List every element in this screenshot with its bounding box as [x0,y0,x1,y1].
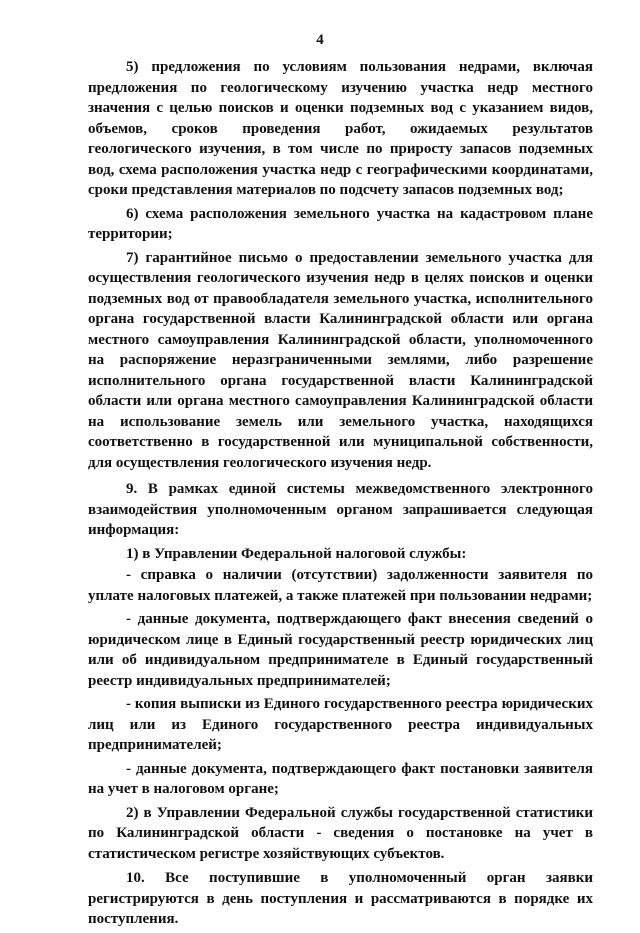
document-body [88,57,593,933]
paragraph-tax-service: 1) в Управлении Федеральной налоговой службы: [126,545,467,562]
paragraph-item-7: 7) гарантийное письмо о предоставлении земельного участка для осуществления геологического изучения недр в целях поисков и оценки подземных вод от правообладателя земельного участка, исполнительного органа государственной власти Калининградской области или органа местного самоуправления Калининградской области, уполномоченного на распоряжение неразграниченными землями, либо разрешение исполнительного органа государственной власти Калининградской области или органа местного самоуправления Калининградской области на использование земель или земельного участка, находящихся соответственно в государственной или муниципальной собственности, для осуществления геологического изучения недр. [88,249,593,471]
paragraph-registry-data: - данные документа, подтверждающего факт внесения сведений о юридическом лице в Единый государственный реестр юридических лиц или об индивидуальном предпринимателе в Единый государственный реестр индивидуальных предпринимателей; [88,611,593,689]
paragraph-tax-registration: - данные документа, подтверждающего факт постановки заявителя на учет в налоговом органе; [88,760,593,797]
paragraph-section-10: 10. Все поступившие в уполномоченный орган заявки регистрируются в день поступления и рассматриваются в порядке их поступления. [88,870,593,927]
paragraph-statistics-service: 2) в Управлении Федеральной службы государственной статистики по Калининградской области - сведения о постановке на учет в статистическом регистре хозяйствующих субъектов. [88,804,593,862]
paragraph-item-6: 6) схема расположения земельного участка на кадастровом плане территории; [88,205,593,242]
paragraph-item-5: 5) предложения по условиям пользования недрами, включая предложения по геологическому изучению участка недр местного значения с целью поисков и оценки подземных вод с указанием видов, объемов, сроков проведения работ, ожидаемых результатов геологического изучения, в том числе по приросту запасов подземных вод, схема расположения участка недр с географическими координатами, сроки представления материалов по подсчету запасов подземных вод; [88,59,593,198]
paragraph-debt-certificate: - справка о наличии (отсутствии) задолженности заявителя по уплате налоговых платежей, а также платежей при пользовании недрами; [88,567,593,604]
paragraph-section-9: 9. В рамках единой системы межведомственного электронного взаимодействия уполномоченным органом запрашивается следующая информация: [88,481,593,538]
paragraph-registry-extract: - копия выписки из Единого государственного реестра юридических лиц или из Единого государственного реестра индивидуальных предпринимателей; [88,696,593,753]
page-number: 4 [316,32,324,48]
